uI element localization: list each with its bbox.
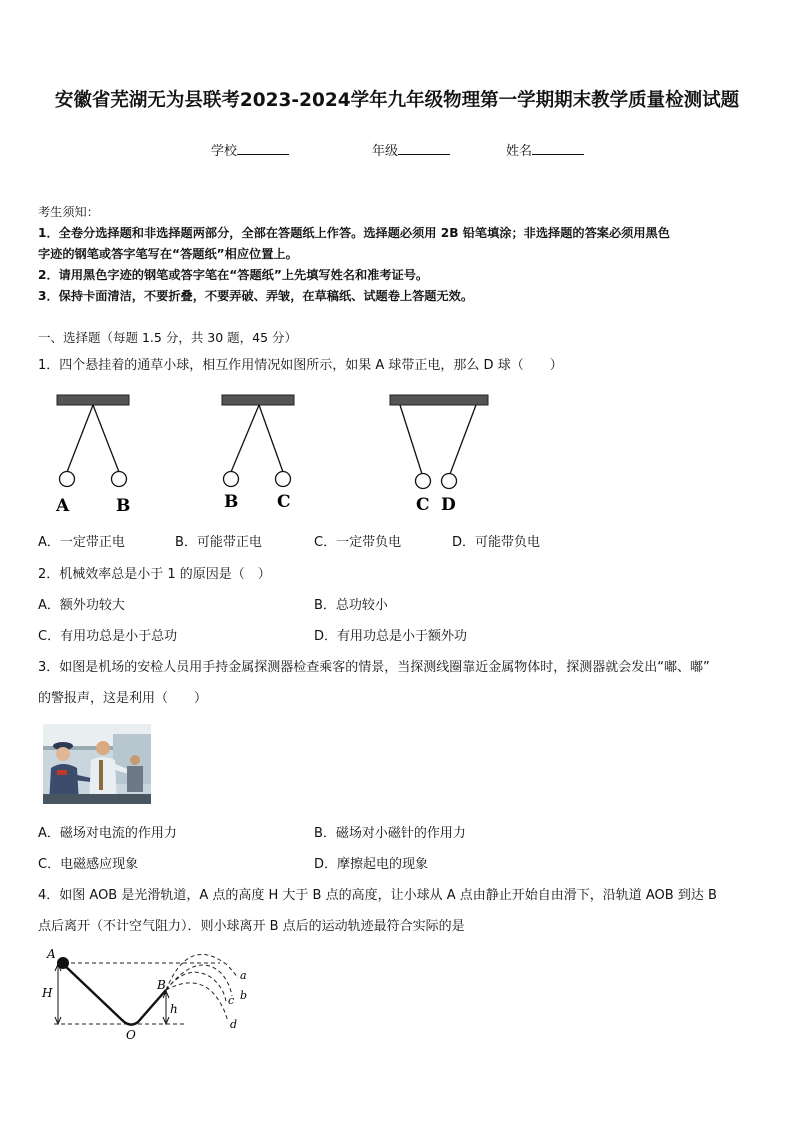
school-label: 学校: [211, 144, 238, 159]
q3-option-a[interactable]: A．磁场对电流的作用力: [38, 826, 177, 841]
school-blank[interactable]: [237, 142, 289, 155]
q3-option-b[interactable]: B．磁场对小磁针的作用力: [314, 826, 466, 841]
grade-blank[interactable]: [398, 142, 450, 155]
ball-c: [276, 472, 291, 487]
notice-item: 1．全卷分选择题和非选择题两部分，全部在答题纸上作答。选择题必须用 2B 铅笔填涂；非选择题的答案必须用黑色: [38, 226, 670, 240]
question-4-stem-cont: 点后离开（不计空气阻力）．则小球离开 B 点后的运动轨迹最符合实际的是: [38, 919, 465, 934]
name-blank[interactable]: [532, 142, 584, 155]
label-c: c: [228, 994, 235, 1007]
q1-figure: [40, 388, 510, 518]
trajectory-b: [166, 965, 232, 996]
track: [62, 963, 166, 1025]
label-c2: C: [416, 495, 430, 515]
notice-item: 2．请用黑色字迹的钢笔或答字笔在“答题纸”上先填写姓名和准考证号。: [38, 268, 429, 282]
question-3-stem-cont: 的警报声，这是利用（ ）: [38, 691, 208, 706]
label-b2: B: [224, 492, 239, 512]
name-field: [506, 140, 584, 159]
q3-option-c[interactable]: C．电磁感应现象: [38, 857, 139, 872]
notice-item: 字迹的钢笔或答字笔写在“答题纸”相应位置上。: [38, 247, 298, 261]
label-d: D: [441, 495, 456, 515]
notice-item: 3．保持卡面清洁，不要折叠，不要弄破、弄皱，在草稿纸、试题卷上答题无效。: [38, 289, 474, 303]
question-4-stem: 4．如图 AOB 是光滑轨道，A 点的高度 H 大于 B 点的高度，让小球从 A 点由静止开始自由滑下，沿轨道 AOB 到达 B: [38, 888, 717, 903]
security-check-image: [43, 724, 151, 804]
ball-b2: [224, 472, 239, 487]
q4-track-figure: [38, 940, 268, 1050]
security-check-photo: [43, 724, 151, 804]
ball-a: [60, 472, 75, 487]
ball-b: [112, 472, 127, 487]
q1-option-d[interactable]: D．可能带负电: [452, 535, 541, 550]
page-title: 安徽省芜湖无为县联考2023-2024学年九年级物理第一学期期末教学质量检测试题: [54, 90, 740, 111]
support-bar: [390, 395, 488, 405]
label-d: d: [230, 1018, 238, 1031]
label-a: a: [240, 969, 247, 982]
notice-heading: 考生须知：: [38, 205, 99, 219]
q2-option-b[interactable]: B．总功较小: [314, 598, 388, 613]
q2-option-d[interactable]: D．有用功总是小于额外功: [314, 629, 468, 644]
label-h: h: [170, 1002, 178, 1016]
q1-option-a[interactable]: A．一定带正电: [38, 535, 125, 550]
label-b: B: [116, 496, 131, 516]
school-field: [211, 140, 289, 159]
q2-option-a[interactable]: A．额外功较大: [38, 598, 125, 613]
question-1-stem: 1．四个悬挂着的通草小球，相互作用情况如图所示，如果 A 球带正电，那么 D 球（ ）: [38, 358, 563, 373]
q2-option-c[interactable]: C．有用功总是小于总功: [38, 629, 178, 644]
support-bar: [57, 395, 129, 405]
question-2-stem: 2．机械效率总是小于 1 的原因是（ ）: [38, 567, 271, 582]
section-heading: 一、选择题（每题 1.5 分，共 30 题，45 分）: [38, 330, 298, 345]
name-label: 姓名: [506, 144, 533, 159]
label-O: O: [126, 1028, 136, 1042]
label-c: C: [277, 492, 291, 512]
ball-d: [442, 474, 457, 489]
label-A: A: [47, 947, 56, 961]
support-bar: [222, 395, 294, 405]
q3-option-d[interactable]: D．摩擦起电的现象: [314, 857, 429, 872]
question-3-stem: 3．如图是机场的安检人员用手持金属探测器检查乘客的情景，当探测线圈靠近金属物体时，探测器就会发出“嘟、嘟”: [38, 660, 710, 675]
grade-label: 年级: [372, 144, 399, 159]
label-B: B: [157, 978, 166, 992]
label-a: A: [56, 496, 70, 516]
ball: [57, 957, 69, 969]
label-H: H: [42, 986, 53, 1000]
ball-c2: [416, 474, 431, 489]
grade-field: [372, 140, 450, 159]
q1-option-b[interactable]: B．可能带正电: [175, 535, 262, 550]
q1-option-c[interactable]: C．一定带负电: [314, 535, 402, 550]
label-b: b: [240, 989, 248, 1002]
